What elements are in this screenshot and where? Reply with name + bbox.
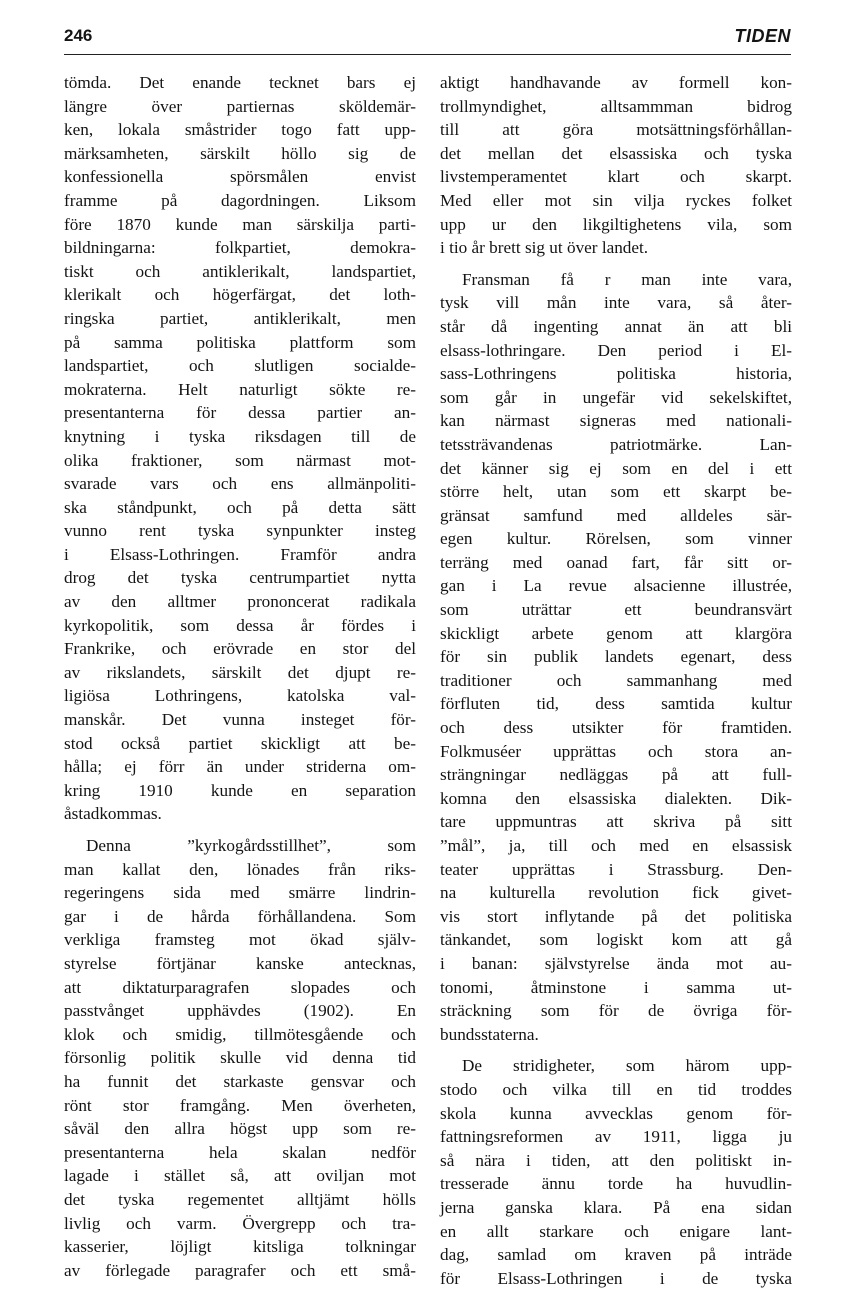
text-line: terräng med oanad fart, får sitt or-	[440, 552, 792, 572]
text-line: gar i de hårda förhållandena. Som	[64, 906, 416, 926]
text-line: komna den elsassiska dialekten. Dik-	[440, 788, 792, 808]
text-line: traditioner och sammanhang med	[440, 670, 792, 690]
text-line: jerna ganska klara. På ena sidan	[440, 1197, 792, 1217]
text-line: att diktaturparagrafen slopades och	[64, 977, 416, 997]
text-line: gan i La revue alsacienne illustrée,	[440, 576, 792, 596]
text-line: som uträttar ett beundransvärt	[440, 600, 792, 620]
text-line: rönt stor framgång. Men överheten,	[64, 1095, 416, 1115]
text-line: framme på dagordningen. Liksom	[64, 190, 416, 210]
text-line: knytning i tyska riksdagen till de	[64, 426, 416, 446]
text-line: av den alltmer prononcerat radikala	[64, 592, 416, 612]
text-line: fattningsreformen av 1911, ligga ju	[440, 1127, 792, 1147]
text-line: na kulturella revolution fick givet-	[440, 883, 792, 903]
text-line: Fransman få r man inte vara,	[462, 269, 792, 289]
text-line: bildningarna: folkpartiet, demokra-	[64, 238, 416, 258]
text-line: ringska partiet, antiklerikalt, men	[64, 308, 416, 328]
text-line: ska ståndpunkt, och på detta sätt	[64, 497, 416, 517]
text-line: konfessionella spörsmålen envist	[64, 167, 416, 187]
text-line: i Elsass-Lothringen. Framför andra	[64, 544, 416, 564]
text-line: av förlegade paragrafer och ett små-	[64, 1260, 416, 1280]
text-line: regeringens sida med smärre lindrin-	[64, 883, 416, 903]
text-line: kring 1910 kunde en separation	[64, 780, 416, 800]
text-line: livstemperamentet klart och skarpt.	[440, 167, 792, 187]
text-line: man kallat den, lönades från riks-	[64, 859, 416, 879]
text-line: drog det tyska centrumpartiet nytta	[64, 568, 416, 588]
text-line: bundsstaterna.	[440, 1024, 539, 1044]
text-line: olika fraktioner, som närmast mot-	[64, 450, 416, 470]
text-line: försonlig politik skulle vid denna tid	[64, 1048, 416, 1068]
page-header	[64, 22, 791, 55]
text-line: ”mål”, ja, till och med en elsassisk	[440, 836, 792, 855]
text-line: för sin publik landets egenart, dess	[440, 647, 792, 667]
text-line: såväl den allra högst upp som re-	[64, 1119, 416, 1139]
text-line: hålla; ej förr än under striderna om-	[64, 757, 416, 777]
text-line: De stridigheter, som härom upp-	[462, 1056, 792, 1076]
text-line: klerikalt och högerfärgat, det loth-	[64, 285, 416, 305]
journal-title: TIDEN	[734, 26, 791, 46]
text-line: styrelse förtjänar kanske antecknas,	[64, 953, 416, 973]
text-line: tresserade ännu torde ha huvudlin-	[440, 1174, 792, 1194]
text-line: det tyska regementet alltjämt hölls	[64, 1189, 416, 1209]
text-line: tonomi, åtminstone i samma ut-	[440, 977, 792, 997]
text-line: gränsat samfund med alldeles sär-	[440, 505, 792, 525]
text-line: kan närmast signeras med nationali-	[440, 411, 792, 431]
text-line: märksamheten, särskilt höllo sig de	[64, 143, 416, 163]
text-line: förfluten tid, dess samtida kultur	[440, 694, 792, 714]
text-line: klok och smidig, tillmötesgående och	[64, 1024, 416, 1044]
text-line: svarade vars och ens allmänpoliti-	[64, 474, 416, 494]
text-line: så nära i tiden, att den politiskt in-	[440, 1150, 792, 1170]
text-line: sträckning som för de övriga för-	[440, 1001, 792, 1021]
text-line: stod också partiet skickligt att be-	[64, 733, 416, 753]
text-line: sass-Lothringens politiska historia,	[440, 364, 792, 384]
text-line: till att göra motsättningsförhållan-	[440, 120, 792, 140]
text-line: livlig och varm. Övergrepp och tra-	[64, 1213, 416, 1233]
left-text-column	[64, 71, 416, 1282]
text-line: kyrkopolitik, som dessa år fördes i	[64, 615, 416, 635]
text-line: lagade i stället så, att oviljan mot	[64, 1166, 416, 1186]
right-text-column	[440, 71, 792, 1290]
text-line: ligiösa Lothringens, katolska val-	[64, 686, 416, 706]
text-line: ken, lokala småstrider togo fatt upp-	[64, 120, 416, 140]
text-line: det känner sig ej som en del i ett	[440, 458, 792, 478]
text-line: tare uppmuntras att skriva på sitt	[440, 812, 792, 832]
text-line: Folkmuséer upprättas och stora an-	[440, 741, 792, 761]
text-line: i tio år brett sig ut över landet.	[440, 238, 649, 258]
text-line: presentanterna hela skalan nedför	[64, 1142, 416, 1162]
text-line: strängningar nedläggas på att full-	[440, 765, 792, 785]
text-line: verkliga framsteg mot ökad själv-	[64, 930, 416, 950]
text-line: vis stort inflytande på det politiska	[440, 906, 792, 926]
text-line: står då ingenting annat än att bli	[440, 316, 792, 336]
text-line: kasserier, löjligt kitsliga tolkningar	[64, 1237, 416, 1257]
text-line: manskår. Det vunna insteget för-	[64, 710, 416, 730]
text-line: trollmyndighet, alltsammman bidrog	[440, 96, 792, 116]
text-line: teater upprättas i Strassburg. Den-	[440, 859, 792, 879]
text-line: i banan: självstyrelse ända mot au-	[440, 953, 792, 973]
text-line: längre över partiernas sköldemär-	[64, 96, 416, 116]
text-line: före 1870 kunde man särskilja parti-	[64, 214, 416, 234]
text-line: skickligt arbete genom att klargöra	[440, 623, 792, 643]
text-line: passtvånget upphävdes (1902). En	[64, 1001, 416, 1021]
text-line: det mellan det elsassiska och tyska	[440, 143, 792, 163]
text-line: upp ur den likgiltighetens vila, som	[440, 214, 792, 234]
text-line: Denna ”kyrkogårdsstillhet”, som	[86, 836, 416, 855]
text-line: Med eller mot sin vilja ryckes folket	[440, 190, 792, 210]
text-line: dag, samlad om kraven på inträde	[440, 1245, 792, 1265]
text-line: Frankrike, och erövrade en stor del	[64, 639, 416, 659]
text-line: landspartiet, och slutligen socialde-	[64, 356, 416, 376]
text-line: tänkandet, som logiskt kom att gå	[440, 930, 792, 950]
page-number: 246	[64, 26, 93, 45]
text-line: skola kunna avvecklas genom för-	[440, 1103, 792, 1123]
text-line: egen kultur. Rörelsen, som vinner	[440, 529, 792, 549]
text-line: ha funnit det starkaste gensvar och	[64, 1071, 416, 1091]
text-line: tiskt och antiklerikalt, landspartiet,	[64, 261, 416, 281]
text-line: tetssträvandenas patriotmärke. Lan-	[440, 434, 792, 454]
text-line: på samma politiska plattform som	[64, 332, 416, 352]
text-line: aktigt handhavande av formell kon-	[440, 73, 792, 92]
text-line: presentanterna för dessa partier an-	[64, 403, 416, 423]
text-line: tysk vill mån inte vara, så åter-	[440, 293, 792, 313]
text-line: elsass-lothringare. Den period i El-	[440, 340, 792, 360]
text-line: som går in ungefär vid sekelskiftet,	[440, 387, 792, 407]
text-line: en allt starkare och enigare lant-	[440, 1221, 792, 1241]
text-line: för Elsass-Lothringen i de tyska	[440, 1268, 792, 1288]
text-line: av rikslandets, särskilt det djupt re-	[64, 662, 416, 682]
text-line: stodo och vilka till en tid troddes	[440, 1079, 792, 1099]
text-line: större helt, utan som ett skarpt be-	[440, 482, 792, 502]
text-line: vunno rent tyska synpunkter insteg	[64, 521, 416, 541]
text-line: åstadkommas.	[64, 804, 162, 824]
text-line: och dess utsikter för framtiden.	[440, 718, 792, 738]
text-line: tömda. Det enande tecknet bars ej	[64, 73, 416, 92]
text-line: mokraterna. Helt naturligt sökte re-	[64, 379, 416, 399]
